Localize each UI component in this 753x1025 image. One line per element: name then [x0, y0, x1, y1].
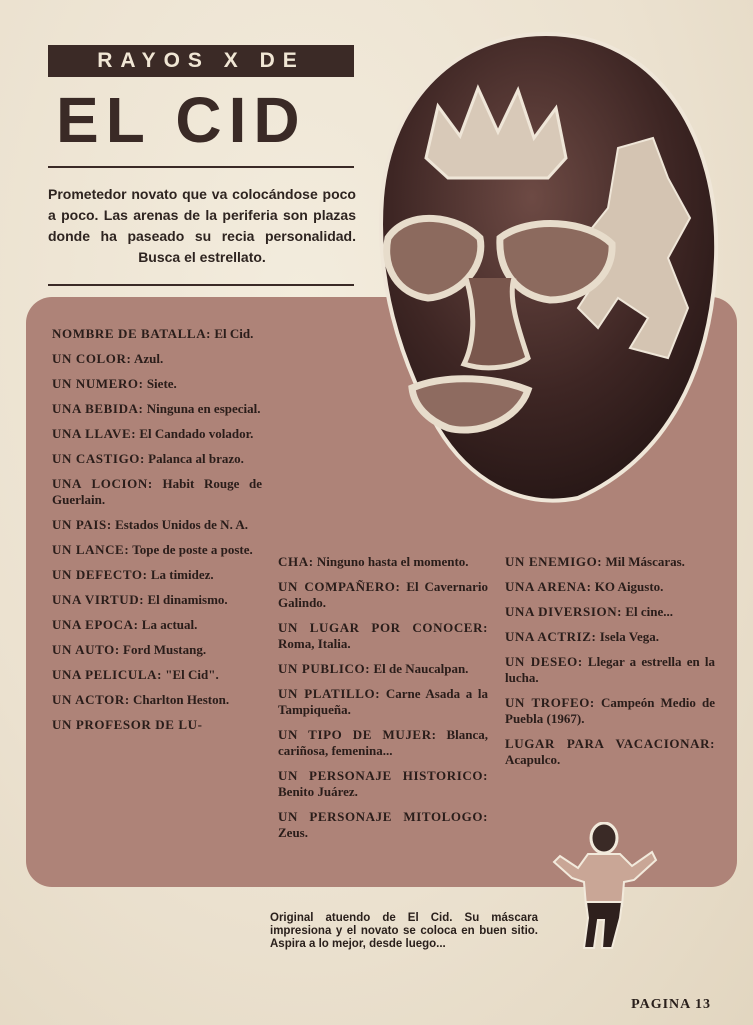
profile-entry: UN LUGAR POR CONOCER: Roma, Italia.	[278, 620, 488, 651]
title-divider	[48, 166, 354, 168]
profile-entry: UN PAIS: Estados Unidos de N. A.	[52, 517, 248, 532]
profile-entry: UN LANCE: Tope de poste a poste.	[52, 542, 253, 557]
profile-entry: UN TROFEO: Campeón Medio de Puebla (1967).	[505, 695, 716, 726]
profile-entry: UN TIPO DE MUJER: Blanca, cariñosa, femenina...	[278, 727, 488, 758]
profile-entry: UN ENEMIGO: Mil Máscaras.	[505, 554, 685, 569]
profile-entry: UNA EPOCA: La actual.	[52, 617, 198, 632]
profile-entry: UNA DIVERSION: El cine...	[505, 604, 674, 619]
profile-entry: UN CASTIGO: Palanca al brazo.	[52, 451, 244, 466]
profile-entry: UN AUTO: Ford Mustang.	[52, 642, 207, 657]
profile-entry: LUGAR PARA VACACIONAR: Acapulco.	[505, 736, 715, 767]
wrestler-mask-photo	[368, 28, 724, 506]
profile-entry: UNA BEBIDA: Ninguna en especial.	[52, 401, 261, 416]
profile-entry: UN PUBLICO: El de Naucalpan.	[278, 661, 469, 676]
profile-entry: UN PROFESOR DE LU-	[52, 717, 203, 732]
profile-entry: UNA ACTRIZ: Isela Vega.	[505, 629, 659, 644]
profile-entry: UN PERSONAJE HISTORICO: Benito Juárez.	[278, 768, 488, 799]
page-number: PAGINA 13	[631, 997, 711, 1012]
profile-entry: UNA LLAVE: El Candado volador.	[52, 426, 254, 441]
profile-column-2	[278, 554, 488, 850]
profile-entry: UN COLOR: Azul.	[52, 351, 164, 366]
profile-entry: UN DEFECTO: La timidez.	[52, 567, 214, 582]
profile-entry: UN COMPAÑERO: El Cavernario Galindo.	[278, 579, 488, 610]
intro-paragraph: Prometedor novato que va colocándose poco a poco. Las arenas de la periferia son plazas donde ha paseado su recia personalidad. Busca el estrellato.	[48, 186, 356, 265]
profile-entry: UNA VIRTUD: El dinamismo.	[52, 592, 228, 607]
profile-entry: CHA: Ninguno hasta el momento.	[278, 554, 469, 569]
profile-entry: UNA ARENA: KO Aigusto.	[505, 579, 664, 594]
profile-entry: NOMBRE DE BATALLA: El Cid.	[52, 326, 254, 341]
profile-entry: UN PLATILLO: Carne Asada a la Tampiqueña.	[278, 686, 488, 717]
section-kicker: RAYOS X DE	[48, 45, 354, 77]
profile-column-3	[505, 554, 715, 777]
profile-entry: UN PERSONAJE MITOLOGO: Zeus.	[278, 809, 488, 840]
wrestler-figure-photo	[548, 822, 658, 954]
profile-entry: UN DESEO: Llegar a estrella en la lucha.	[505, 654, 715, 685]
photo-caption: Original atuendo de El Cid. Su máscara impresiona y el novato se coloca en buen sitio. Aspira a lo mejor, desde luego...	[270, 912, 538, 950]
profile-entry: UNA LOCION: Habit Rouge de Guerlain.	[52, 476, 263, 507]
profile-entry: UN NUMERO: Siete.	[52, 376, 177, 391]
profile-entry: UN ACTOR: Charlton Heston.	[52, 692, 230, 707]
profile-entry: UNA PELICULA: "El Cid".	[52, 667, 219, 682]
page-title: EL CID	[56, 84, 307, 156]
intro-divider	[48, 284, 354, 286]
profile-column-1	[52, 326, 262, 742]
